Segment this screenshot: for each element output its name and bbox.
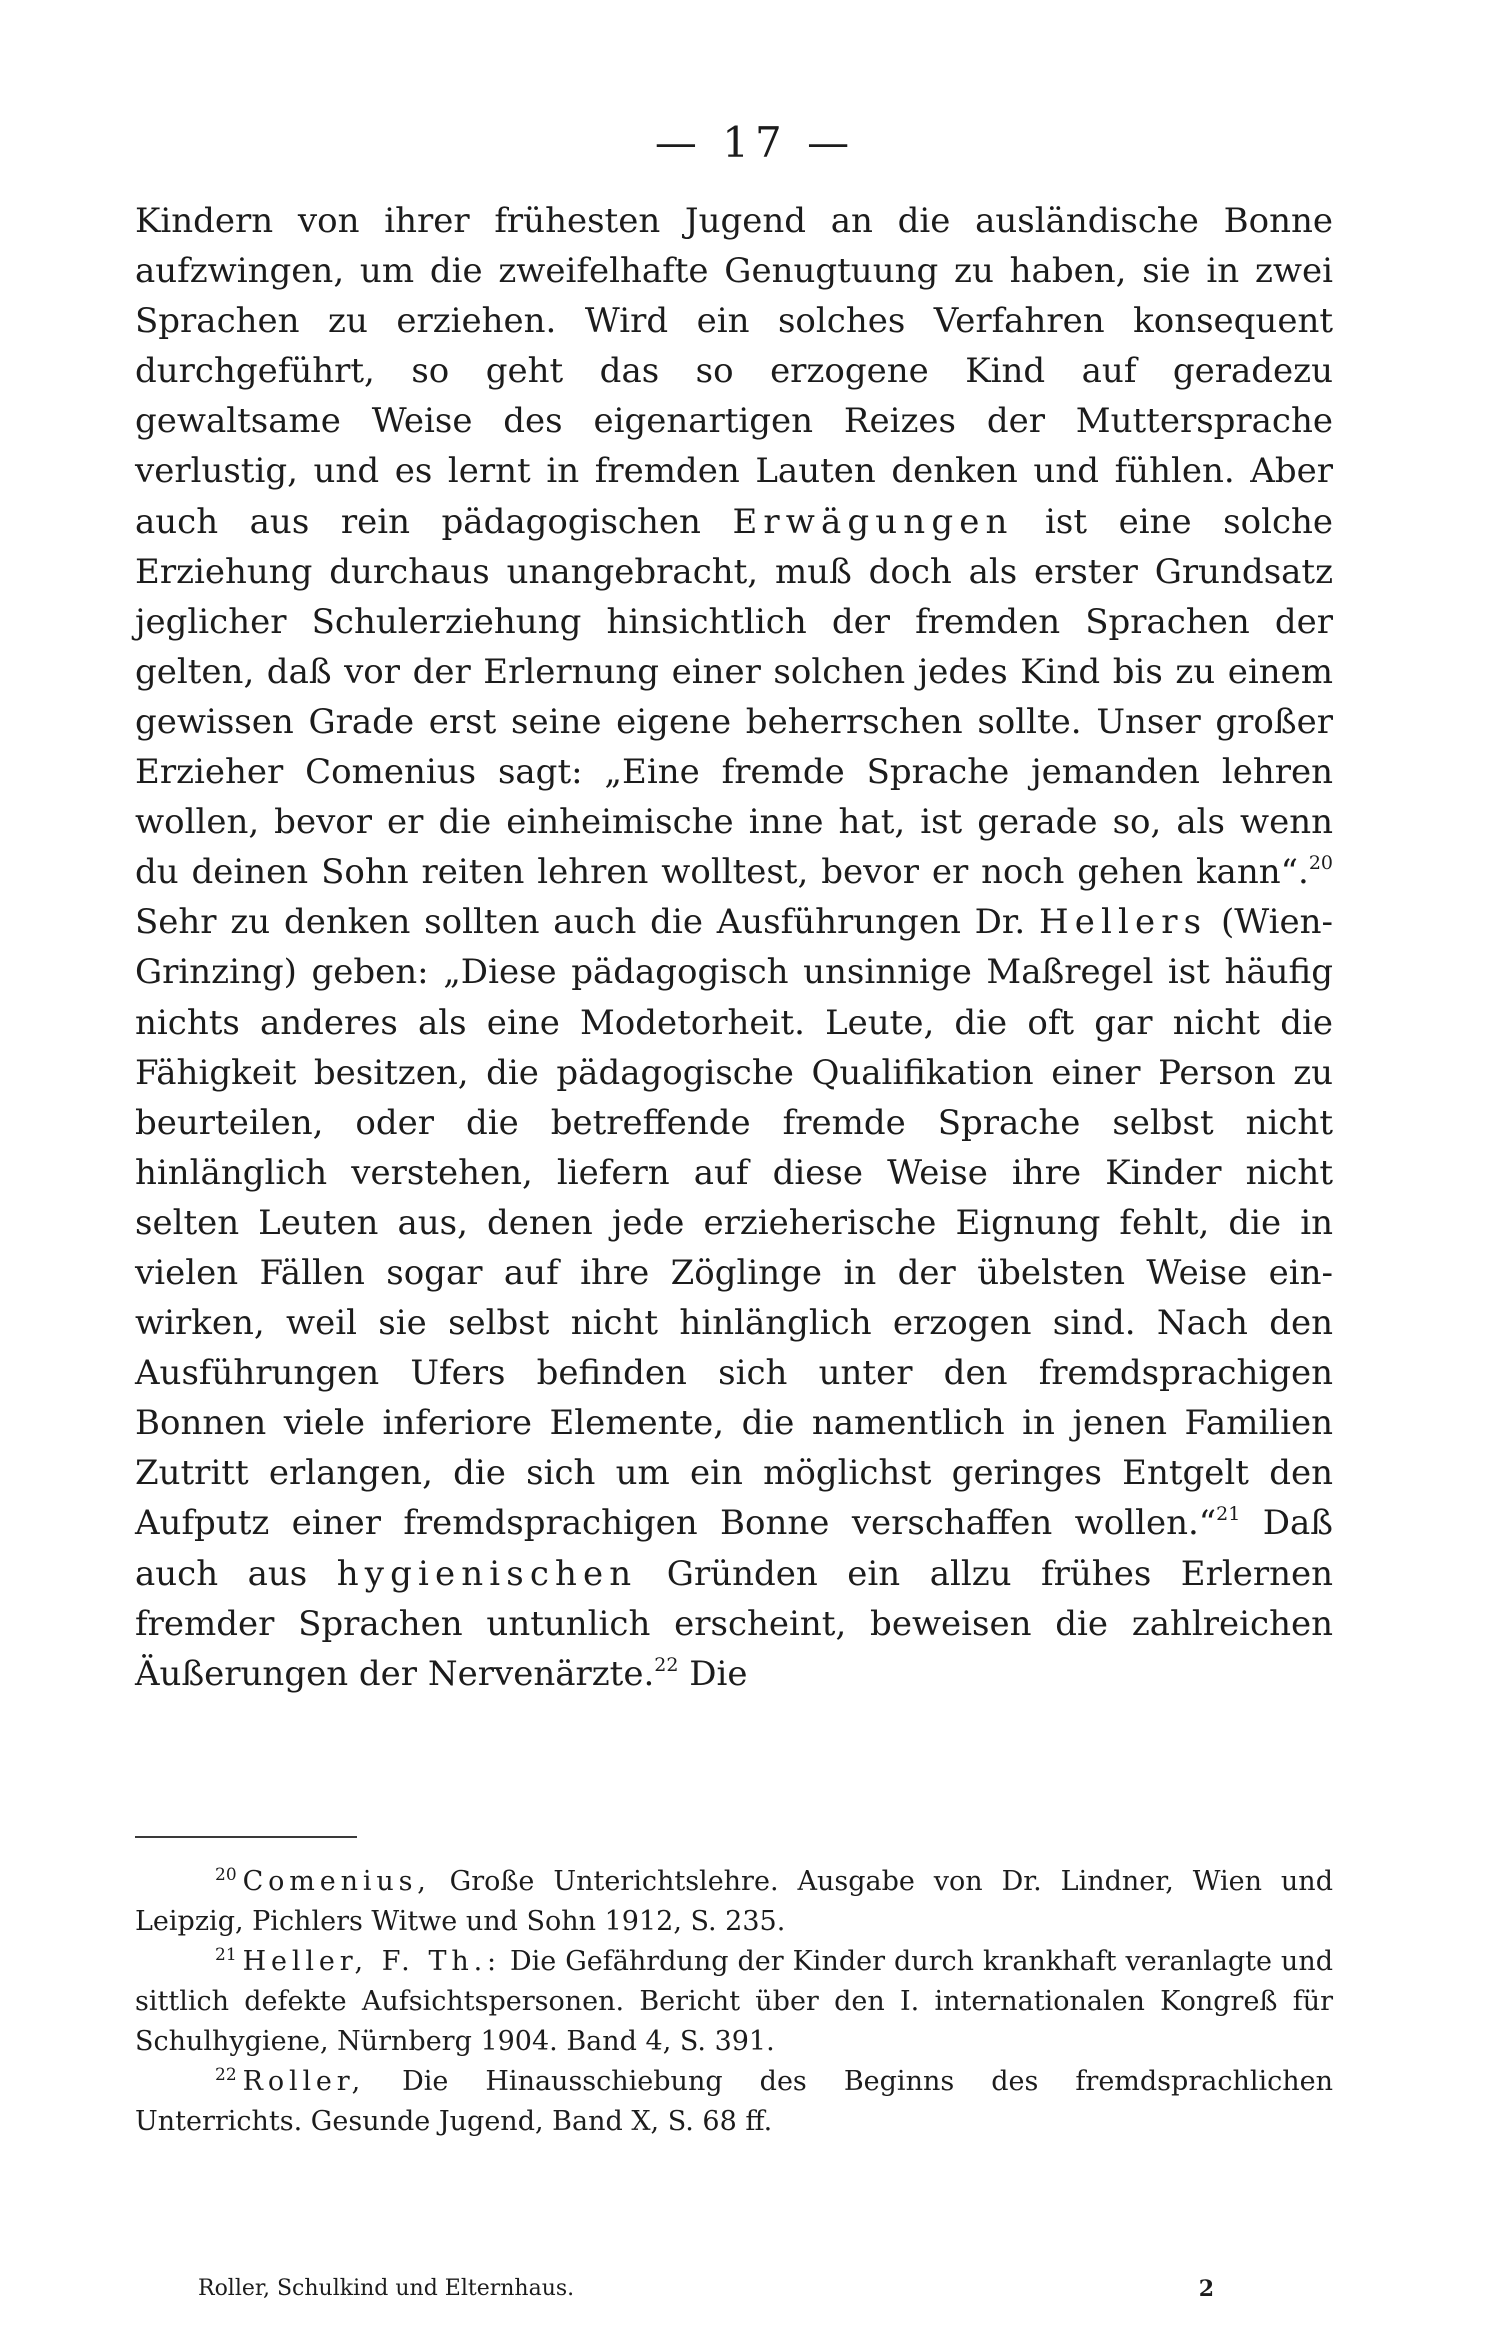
footnote-21 <box>135 1942 1333 2062</box>
footnote-22 <box>135 2062 1333 2142</box>
footnote-ref-20: 20 <box>1308 852 1333 875</box>
text-segment: Sehr zu denken sollten auch die Ausführungen Dr. <box>135 902 1026 943</box>
footnote-ref-22: 22 <box>654 1653 679 1676</box>
footnote-author: Roller, <box>242 2066 366 2097</box>
footnote-number: 22 <box>215 2065 237 2085</box>
page-number: — 17 — <box>654 118 856 167</box>
footnote-number: 20 <box>215 1865 237 1885</box>
text-segment: Daß auch aus <box>135 1503 1333 1594</box>
text-segment: ist eine solche Erziehung durchaus unangebracht, muß doch als erster Grundsatz jeglicher Schulerziehung hinsichtlich der fremden Sprachen der gelten, daß vor der Erlernung einer solchen jedes Kind bis zu einem gewissen Grade erst seine eigene beherrschen sollte. Unser großer Erzieher Comenius sagt: „Eine fremde Sprache jemanden lehren wollen, bevor er die einheimische inne hat, ist gerade so, als wenn du deinen Sohn reiten lehren wolltest, bevor er noch gehen kann“. <box>135 501 1333 893</box>
sheet-number: 2 <box>1198 2276 1214 2302</box>
footnotes <box>135 1862 1333 2142</box>
main-paragraph <box>135 196 1333 1699</box>
footnote-text: Die Gefährdung der Kinder durch krankhaft veranlagte und sittlich defekte Aufsichtspersonen. Bericht über den I. internationalen Kongreß für Schulhygiene, Nürnberg 1904. Band 4, S. 391. <box>135 1946 1333 2057</box>
emphasized-name: Hellers <box>1039 902 1208 943</box>
footnote-number: 21 <box>215 1945 237 1965</box>
footnote-text: Große Unterichtslehre. Ausgabe von Dr. Lindner, Wien und Leipzig, Pichlers Witwe und Sohn 1912, S. 235. <box>135 1866 1333 1937</box>
text-segment: Gründen ein allzu frühes Erlernen fremder Sprachen untunlich erscheint, beweisen die zahlreichen Äußerungen der Nervenärzte. <box>135 1553 1334 1694</box>
emphasized-word: Erwägungen <box>732 501 1014 542</box>
text-segment: Die <box>678 1653 748 1694</box>
emphasized-word: hygienischen <box>336 1553 638 1594</box>
text-segment: Kindern von ihrer frühesten Jugend an die ausländische Bonne aufzwingen, um die zweifelhafte Genugtuung zu haben, sie in zwei Sprachen zu erziehen. Wird ein solches Verfahren konsequent durchgeführt, so geht das so erzogene Kind auf geradezu gewaltsame Weise des eigenartigen Reizes der Muttersprache verlustig, und es lernt in fremden Lauten denken und fühlen. Aber auch aus rein pädagogischen <box>135 201 1333 542</box>
footnote-ref-21: 21 <box>1216 1503 1241 1526</box>
footnote-author: Heller, F. Th.: <box>242 1946 501 1977</box>
footnote-divider <box>135 1836 357 1838</box>
footnote-20 <box>135 1862 1333 1942</box>
text-segment: (Wien-Grinzing) geben: „Diese pädagogisch unsinnige Maßregel ist häufig nichts anderes als eine Modetorheit. Leute, die oft gar nicht die Fähigkeit besitzen, die pädagogische Qualifikation einer Person zu beurteilen, oder die betreffende fremde Sprache selbst nicht hinlänglich verstehen, liefern auf diese Weise ihre Kinder nicht selten Leuten aus, denen jede erzieherische Eignung fehlt, die in vielen Fällen sogar auf ihre Zöglinge in der übelsten Weise einwirken, weil sie selbst nicht hinlänglich erzogen sind. Nach den Ausführungen Ufers befinden sich unter den fremdsprachigen Bonnen viele inferiore Elemente, die namentlich in jenen Familien Zutritt erlangen, die sich um ein möglichst geringes Entgelt den Aufputz einer fremdsprachigen Bonne verschaffen wollen.“ <box>135 902 1334 1544</box>
printer-signature: Roller, Schulkind und Elternhaus. <box>198 2276 575 2301</box>
footnote-text: Die Hinausschiebung des Beginns des fremdsprachlichen Unterrichts. Gesunde Jugend, Band X, S. 68 ff. <box>135 2066 1333 2137</box>
footnote-author: Comenius, <box>242 1866 431 1897</box>
